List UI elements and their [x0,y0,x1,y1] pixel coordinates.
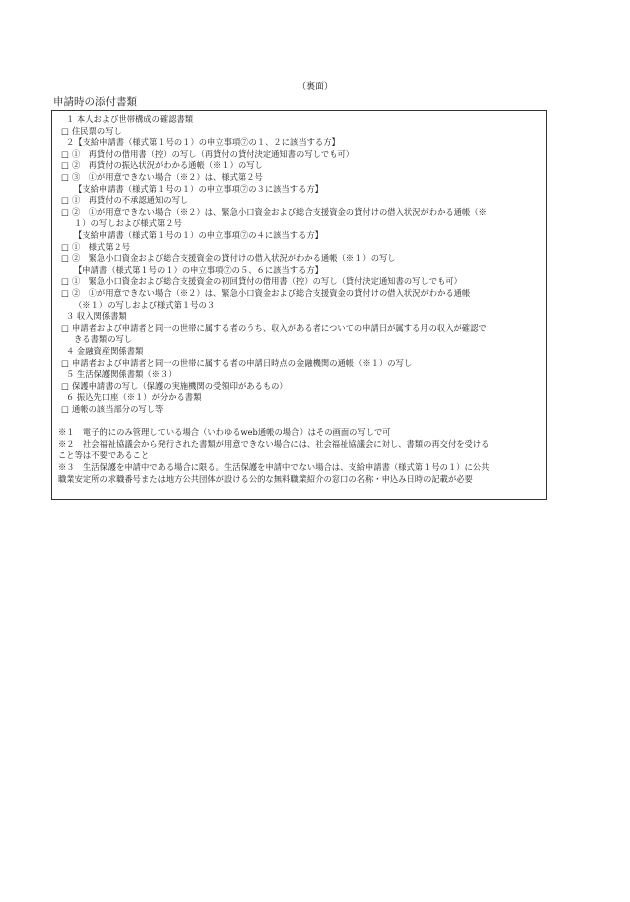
list-line [66,369,177,380]
line-text: ② 緊急小口資金および総合支援資金の貸付けの借入状況がわかる通帳（※１）の写し [72,253,396,264]
checkbox-icon: □ [61,195,69,206]
line-text: 職業安定所の求職番号または地方公共団体が設ける公的な無料職業紹介の窓口の名称・申込み日時の記載が必要 [58,473,473,484]
line-text: ６ 振込先口座（※１）が分かる書類 [66,392,202,403]
line-text: １ 本人および世帯構成の確認書類 [66,114,194,124]
checklist-item [58,276,462,287]
list-line [66,346,143,357]
checkbox-icon: □ [61,206,69,217]
list-line [58,474,473,485]
checkbox-icon: □ [61,357,69,368]
checklist-item [58,149,354,160]
line-text: ① 再貸付の不承認通知の写し [72,195,189,206]
line-text: ① 緊急小口資金および総合支援資金の初回貸付の借用書（控）の写し（貸付決定通知書の写しでも可） [72,276,462,287]
checkbox-icon: □ [61,160,69,171]
line-text: １）の写しおよび様式第２号 [74,218,182,229]
list-line [66,114,193,125]
line-text: ３ 収入関係書類 [66,311,127,322]
checklist-item [58,404,163,415]
line-text: ② ①が用意できない場合（※２）は、緊急小口資金および総合支援資金の貸付けの借入状況がわかる通帳（※ [72,206,487,217]
line-text: 通帳の該当部分の写し等 [72,404,164,414]
line-text: 保護申請書の写し（保護の実施機関の受領印があるもの） [72,380,288,391]
list-line [58,427,391,438]
checklist-item [58,242,130,253]
list-line [74,265,323,276]
checklist-item [58,253,396,264]
checklist-item [58,172,263,183]
document-title: 申請時の添付書類 [53,96,137,108]
line-text: ※３ 生活保護を申請中である場合に限る。生活保護を申請中でない場合は、支給申請書（様式第１号の１）に公共 [58,462,490,472]
list-line [74,230,323,241]
line-text: ※１ 電子的にのみ管理している場合（いわゆるweb通帳の場合）はその画面の写しで可 [58,427,391,438]
line-text: 申請者および申請者と同一の世帯に属する者の申請日時点の金融機関の通帳（※１）の写し [72,357,413,368]
line-text: 【支給申請書（様式第１号の１）の申立事項⑦の３に該当する方】 [74,183,323,194]
line-text: ２【支給申請書（様式第１号の１）の申立事項⑦の１、２に該当する方】 [66,137,340,148]
list-line [58,439,489,450]
line-text: ※２ 社会福祉協議会から発行された書類が用意できない場合には、社会福祉協議会に対し、書類の再交付を受ける [58,438,490,449]
checklist-item [58,195,188,206]
list-line [74,218,182,229]
page-side-label: （裏面） [296,82,333,92]
line-text: ② 再貸付の振込状況がわかる通帳（※１）の写し [72,160,263,171]
line-text: 住民票の写し [72,125,122,136]
checkbox-icon: □ [61,288,69,298]
line-text: ② ①が用意できない場合（※２）は、緊急小口資金および総合支援資金の貸付けの借入状況がわかる通帳 [72,288,471,298]
line-text: 【支給申請書（様式第１号の１）の申立事項⑦の４に該当する方】 [74,230,323,240]
line-text: （※１）の写しおよび様式第１号の３ [74,299,216,310]
list-line [74,300,215,311]
checklist-item [58,207,487,218]
line-text: ① 様式第２号 [72,241,131,252]
line-text: 【申請書（様式第１号の１）の申立事項⑦の５、６に該当する方】 [74,264,323,275]
checkbox-icon: □ [61,253,69,264]
list-line [58,462,489,473]
checkbox-icon: □ [61,241,69,252]
checkbox-icon: □ [61,276,69,287]
line-text: 申請者および申請者と同一の世帯に属する者のうち、収入がある者についての申請日が属する月の収入が確認で [72,322,487,333]
checklist-item [58,160,263,171]
checkbox-icon: □ [61,172,69,182]
checkbox-icon: □ [61,148,69,159]
attachment-list-box [51,110,547,500]
checkbox-icon: □ [61,125,69,136]
checklist-item [58,381,288,392]
list-line [66,392,201,403]
checklist-item [58,323,487,334]
list-line [74,184,323,195]
checklist-item [58,126,122,137]
line-text: ５ 生活保護関係書類（※３） [66,369,177,380]
list-line [58,450,149,461]
line-text: ③ ①が用意できない場合（※２）は、様式第２号 [72,172,263,182]
line-text: こと等は不要であること [58,450,150,461]
line-text: ① 再貸付の借用書（控）の写し（再貸付の貸付決定通知書の写しでも可） [72,148,355,159]
line-text: ４ 金融資産関係書類 [66,346,144,356]
checkbox-icon: □ [61,380,69,391]
list-line [74,334,132,345]
checklist-item [58,288,470,299]
checkbox-icon: □ [61,322,69,333]
checkbox-icon: □ [61,404,69,414]
line-text: きる書類の写し [74,334,133,345]
checklist-item [58,358,412,369]
list-line [66,311,127,322]
list-line [66,137,340,148]
